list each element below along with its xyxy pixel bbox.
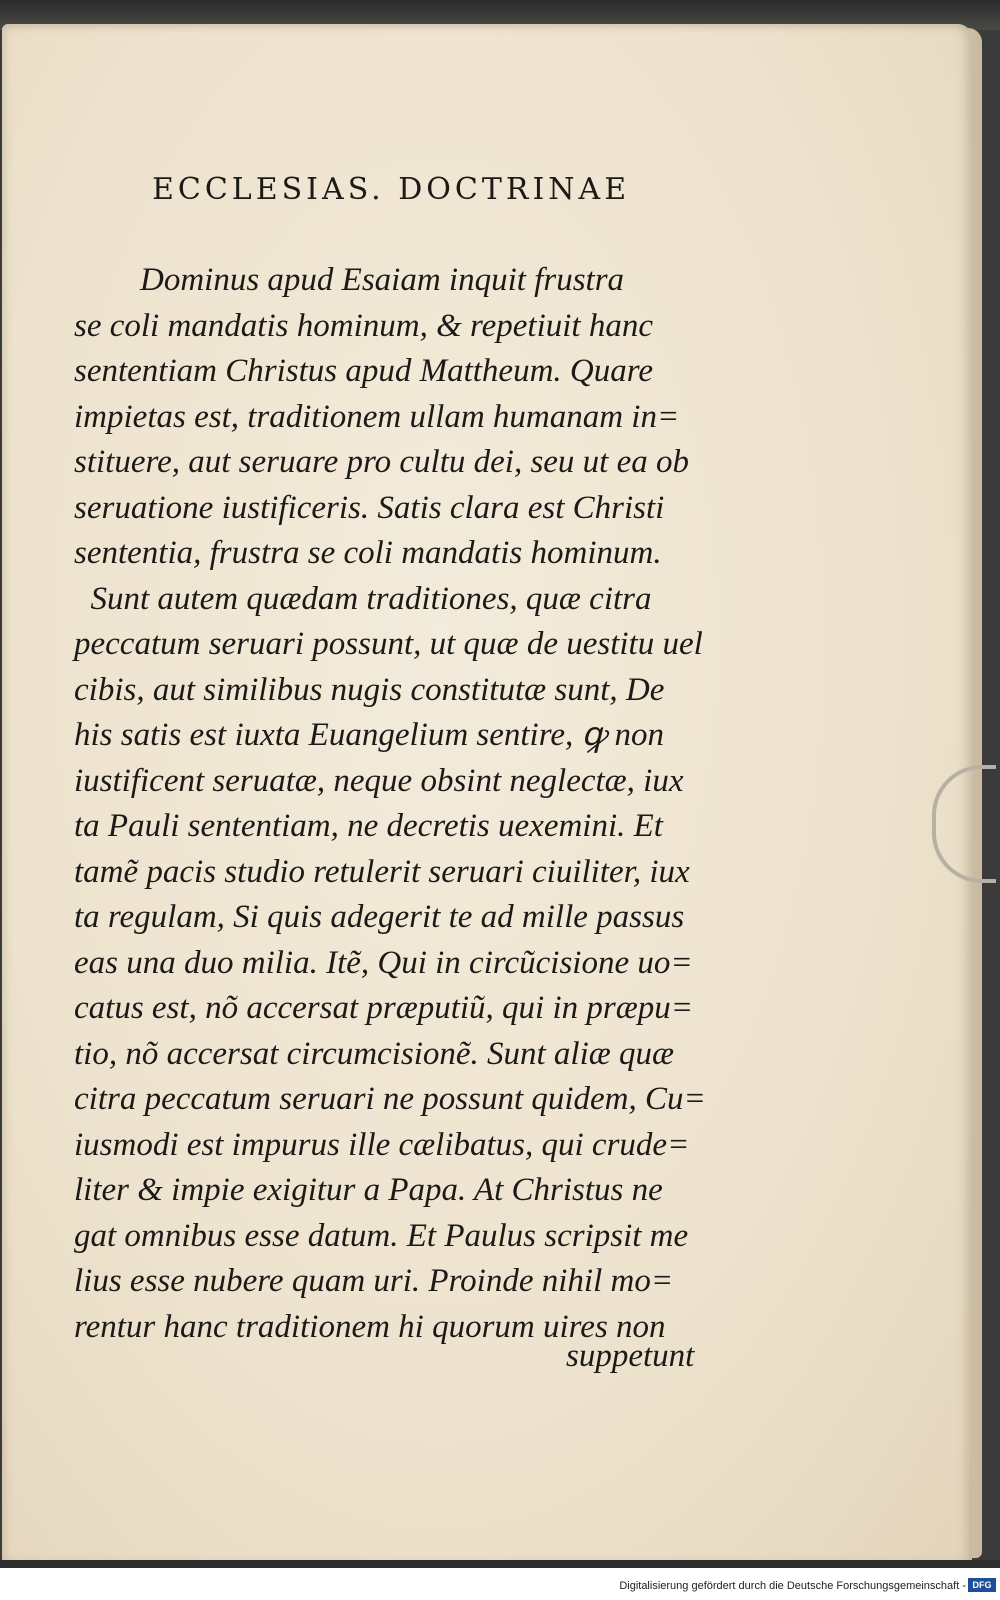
text-line: peccatum seruari possunt, ut quæ de uestitu uel (74, 626, 703, 662)
dfg-logo-icon: DFG (968, 1578, 996, 1592)
running-head: ECCLESIAS. DOCTRINAE (152, 172, 631, 207)
text-line: gat omnibus esse datum. Et Paulus scripsit me (74, 1217, 689, 1254)
text-line: se coli mandatis hominum, & repetiuit hanc (74, 307, 653, 344)
text-line: catus est, nõ accersat præputiũ, qui in præpu= (74, 990, 694, 1026)
text-line: iustificent seruatæ, neque obsint neglectæ, iux (74, 762, 684, 799)
funding-credit: Digitalisierung gefördert durch die Deutsche Forschungsgemeinschaft - (619, 1580, 966, 1592)
text-line: lius esse nubere quam uri. Proinde nihil mo= (74, 1263, 674, 1299)
text-line: ta regulam, Si quis adegerit te ad mille passus (74, 899, 685, 935)
text-line: citra peccatum seruari ne possunt quidem, Cu= (74, 1081, 706, 1117)
text-line: eas una duo milia. Itẽ, Qui in circũcisione uo= (74, 944, 693, 981)
text-line: sententia, frustra se coli mandatis hominum. (74, 535, 662, 571)
text-line: cibis, aut similibus nugis constitutæ sunt, De (74, 671, 665, 708)
text-line: seruatione iustificeris. Satis clara est Christi (74, 489, 665, 526)
text-line: rentur hanc traditionem hi quorum uires non (74, 1308, 666, 1345)
text-line: iusmodi est impurus ille cælibatus, qui crude= (74, 1126, 690, 1163)
text-line: tio, nõ accersat circumcisionẽ. Sunt aliæ quæ (74, 1035, 675, 1072)
text-line: sententiam Christus apud Mattheum. Quare (74, 353, 653, 389)
catchword: suppetunt (566, 1338, 695, 1374)
text-line: impietas est, traditionem ullam humanam in= (74, 398, 680, 435)
text-line: ta Pauli sententiam, ne decretis uexemini. Et (74, 808, 663, 844)
text-line: Sunt autem quædam traditiones, quæ citra (74, 580, 652, 617)
text-line: Dominus apud Esaiam inquit frustra (74, 262, 625, 298)
text-line: liter & impie exigitur a Papa. At Christus ne (74, 1172, 663, 1208)
text-line: tamẽ pacis studio retulerit seruari ciuiliter, iux (74, 853, 690, 890)
text-line: his satis est iuxta Euangelium sentire, ꝙ non (74, 717, 665, 753)
text-line: stituere, aut seruare pro cultu dei, seu ut ea ob (74, 444, 689, 480)
body-text (74, 258, 714, 1350)
